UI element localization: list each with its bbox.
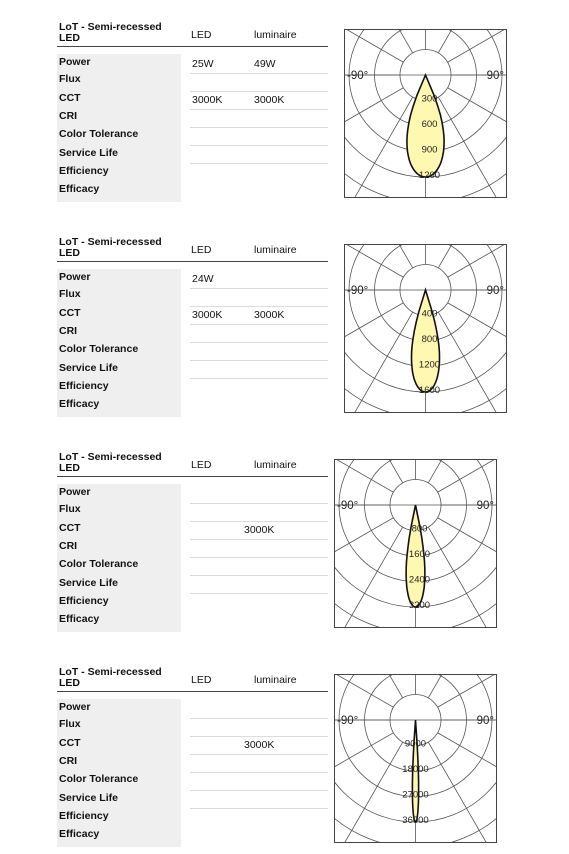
polar-svg [344,29,507,198]
column-header-led: LED [191,674,212,686]
spec-label: Efficacy [59,613,100,625]
column-header-luminaire: luminaire [254,29,297,41]
spec-value-led: 24W [192,273,214,285]
spec-label: Power [59,56,91,68]
spec-label: Color Tolerance [59,343,139,355]
spec-label: Efficacy [59,828,100,840]
spec-label: CRI [59,110,78,122]
block-title: LoT - Semi-recessed LED [59,21,162,44]
angle-label-right: 90° [486,70,504,82]
row-divider [190,109,328,110]
row-divider [190,145,328,146]
row-divider [190,808,328,809]
spec-label: CRI [59,325,78,337]
angle-label-right: 90° [476,500,494,512]
block-title: LoT - Semi-recessed LED [59,451,162,474]
polar-diagram [334,674,497,843]
row-divider [190,521,328,522]
block-title: LoT - Semi-recessed LED [59,666,162,689]
scale-label: 27000 [402,789,429,801]
scale-label: 300 [421,93,438,105]
row-divider [190,718,328,719]
angle-label-right: 90° [476,715,494,727]
polar-svg [334,674,497,843]
row-divider [190,539,328,540]
angle-label-right: 90° [486,285,504,297]
spec-label: CRI [59,540,78,552]
scale-label: 1600 [418,385,441,396]
row-divider [190,503,328,504]
row-divider [190,342,328,343]
row-divider [190,360,328,361]
angle-label-left: -90° [347,285,369,297]
column-header-led: LED [191,459,212,471]
spec-label: Power [59,701,91,713]
scale-label: 900 [421,144,438,156]
spec-label: Color Tolerance [59,773,139,785]
angle-label-left: -90° [347,70,369,82]
spec-value-led: 3000K [192,94,223,106]
row-divider [190,73,328,74]
polar-diagram [344,244,507,413]
block-title: LoT - Semi-recessed LED [59,236,162,259]
spec-label: CCT [59,737,81,749]
scale-label: 800 [421,334,438,345]
row-divider [190,306,328,307]
row-divider [190,163,328,164]
scale-label: 400 [421,308,438,320]
polar-svg [344,244,507,413]
row-divider [190,575,328,576]
spec-label: CCT [59,307,81,319]
spec-label: CCT [59,92,81,104]
polar-svg [334,459,497,628]
spec-value-luminaire: 3000K [244,524,275,536]
spec-value-luminaire: 3000K [254,94,285,106]
spec-label: Color Tolerance [59,558,139,570]
header-divider [57,476,328,477]
row-divider [190,127,328,128]
row-divider [190,736,328,737]
spec-label: Efficacy [59,398,100,410]
spec-label: CRI [59,755,78,767]
spec-label: Flux [59,288,81,300]
header-divider [57,46,328,47]
spec-label: Service Life [59,147,118,159]
polar-diagram [334,459,497,628]
scale-label: 600 [421,119,438,130]
spec-value-led: 25W [192,58,214,70]
spec-label: Flux [59,73,81,85]
row-divider [190,557,328,558]
row-divider [190,772,328,773]
angle-label-left: -90° [337,715,359,727]
angle-label-left: -90° [337,500,359,512]
spec-label: Service Life [59,362,118,374]
spec-label: Flux [59,718,81,730]
scale-label: 800 [411,523,428,535]
spec-block [0,0,569,200]
scale-label: 18000 [402,764,429,775]
column-header-led: LED [191,244,212,256]
row-divider [190,593,328,594]
spec-label: Service Life [59,577,118,589]
header-divider [57,261,328,262]
spec-block [0,645,569,845]
spec-label: Efficiency [59,165,109,177]
scale-label: 1200 [418,359,441,371]
spec-label: Color Tolerance [59,128,139,140]
spec-label: Efficiency [59,810,109,822]
spec-label: Efficacy [59,183,100,195]
spec-value-luminaire: 49W [254,58,276,70]
scale-label: 3200 [408,600,431,611]
row-divider [190,378,328,379]
spec-label: Power [59,486,91,498]
row-divider [190,324,328,325]
column-header-luminaire: luminaire [254,674,297,686]
column-header-luminaire: luminaire [254,244,297,256]
spec-label: Efficiency [59,595,109,607]
spec-label: Flux [59,503,81,515]
spec-label: CCT [59,522,81,534]
spec-block [0,430,569,630]
spec-value-luminaire: 3000K [244,739,275,751]
scale-label: 1200 [418,170,441,181]
row-divider [190,91,328,92]
spec-value-led: 3000K [192,309,223,321]
spec-value-luminaire: 3000K [254,309,285,321]
scale-label: 1600 [408,549,431,560]
spec-label: Service Life [59,792,118,804]
column-header-luminaire: luminaire [254,459,297,471]
scale-label: 36000 [402,815,429,826]
header-divider [57,691,328,692]
column-header-led: LED [191,29,212,41]
scale-label: 2400 [408,574,431,586]
row-divider [190,754,328,755]
row-divider [190,790,328,791]
spec-block [0,215,569,415]
polar-diagram [344,29,507,198]
row-divider [190,288,328,289]
spec-label: Power [59,271,91,283]
spec-label: Efficiency [59,380,109,392]
scale-label: 9000 [404,738,427,750]
